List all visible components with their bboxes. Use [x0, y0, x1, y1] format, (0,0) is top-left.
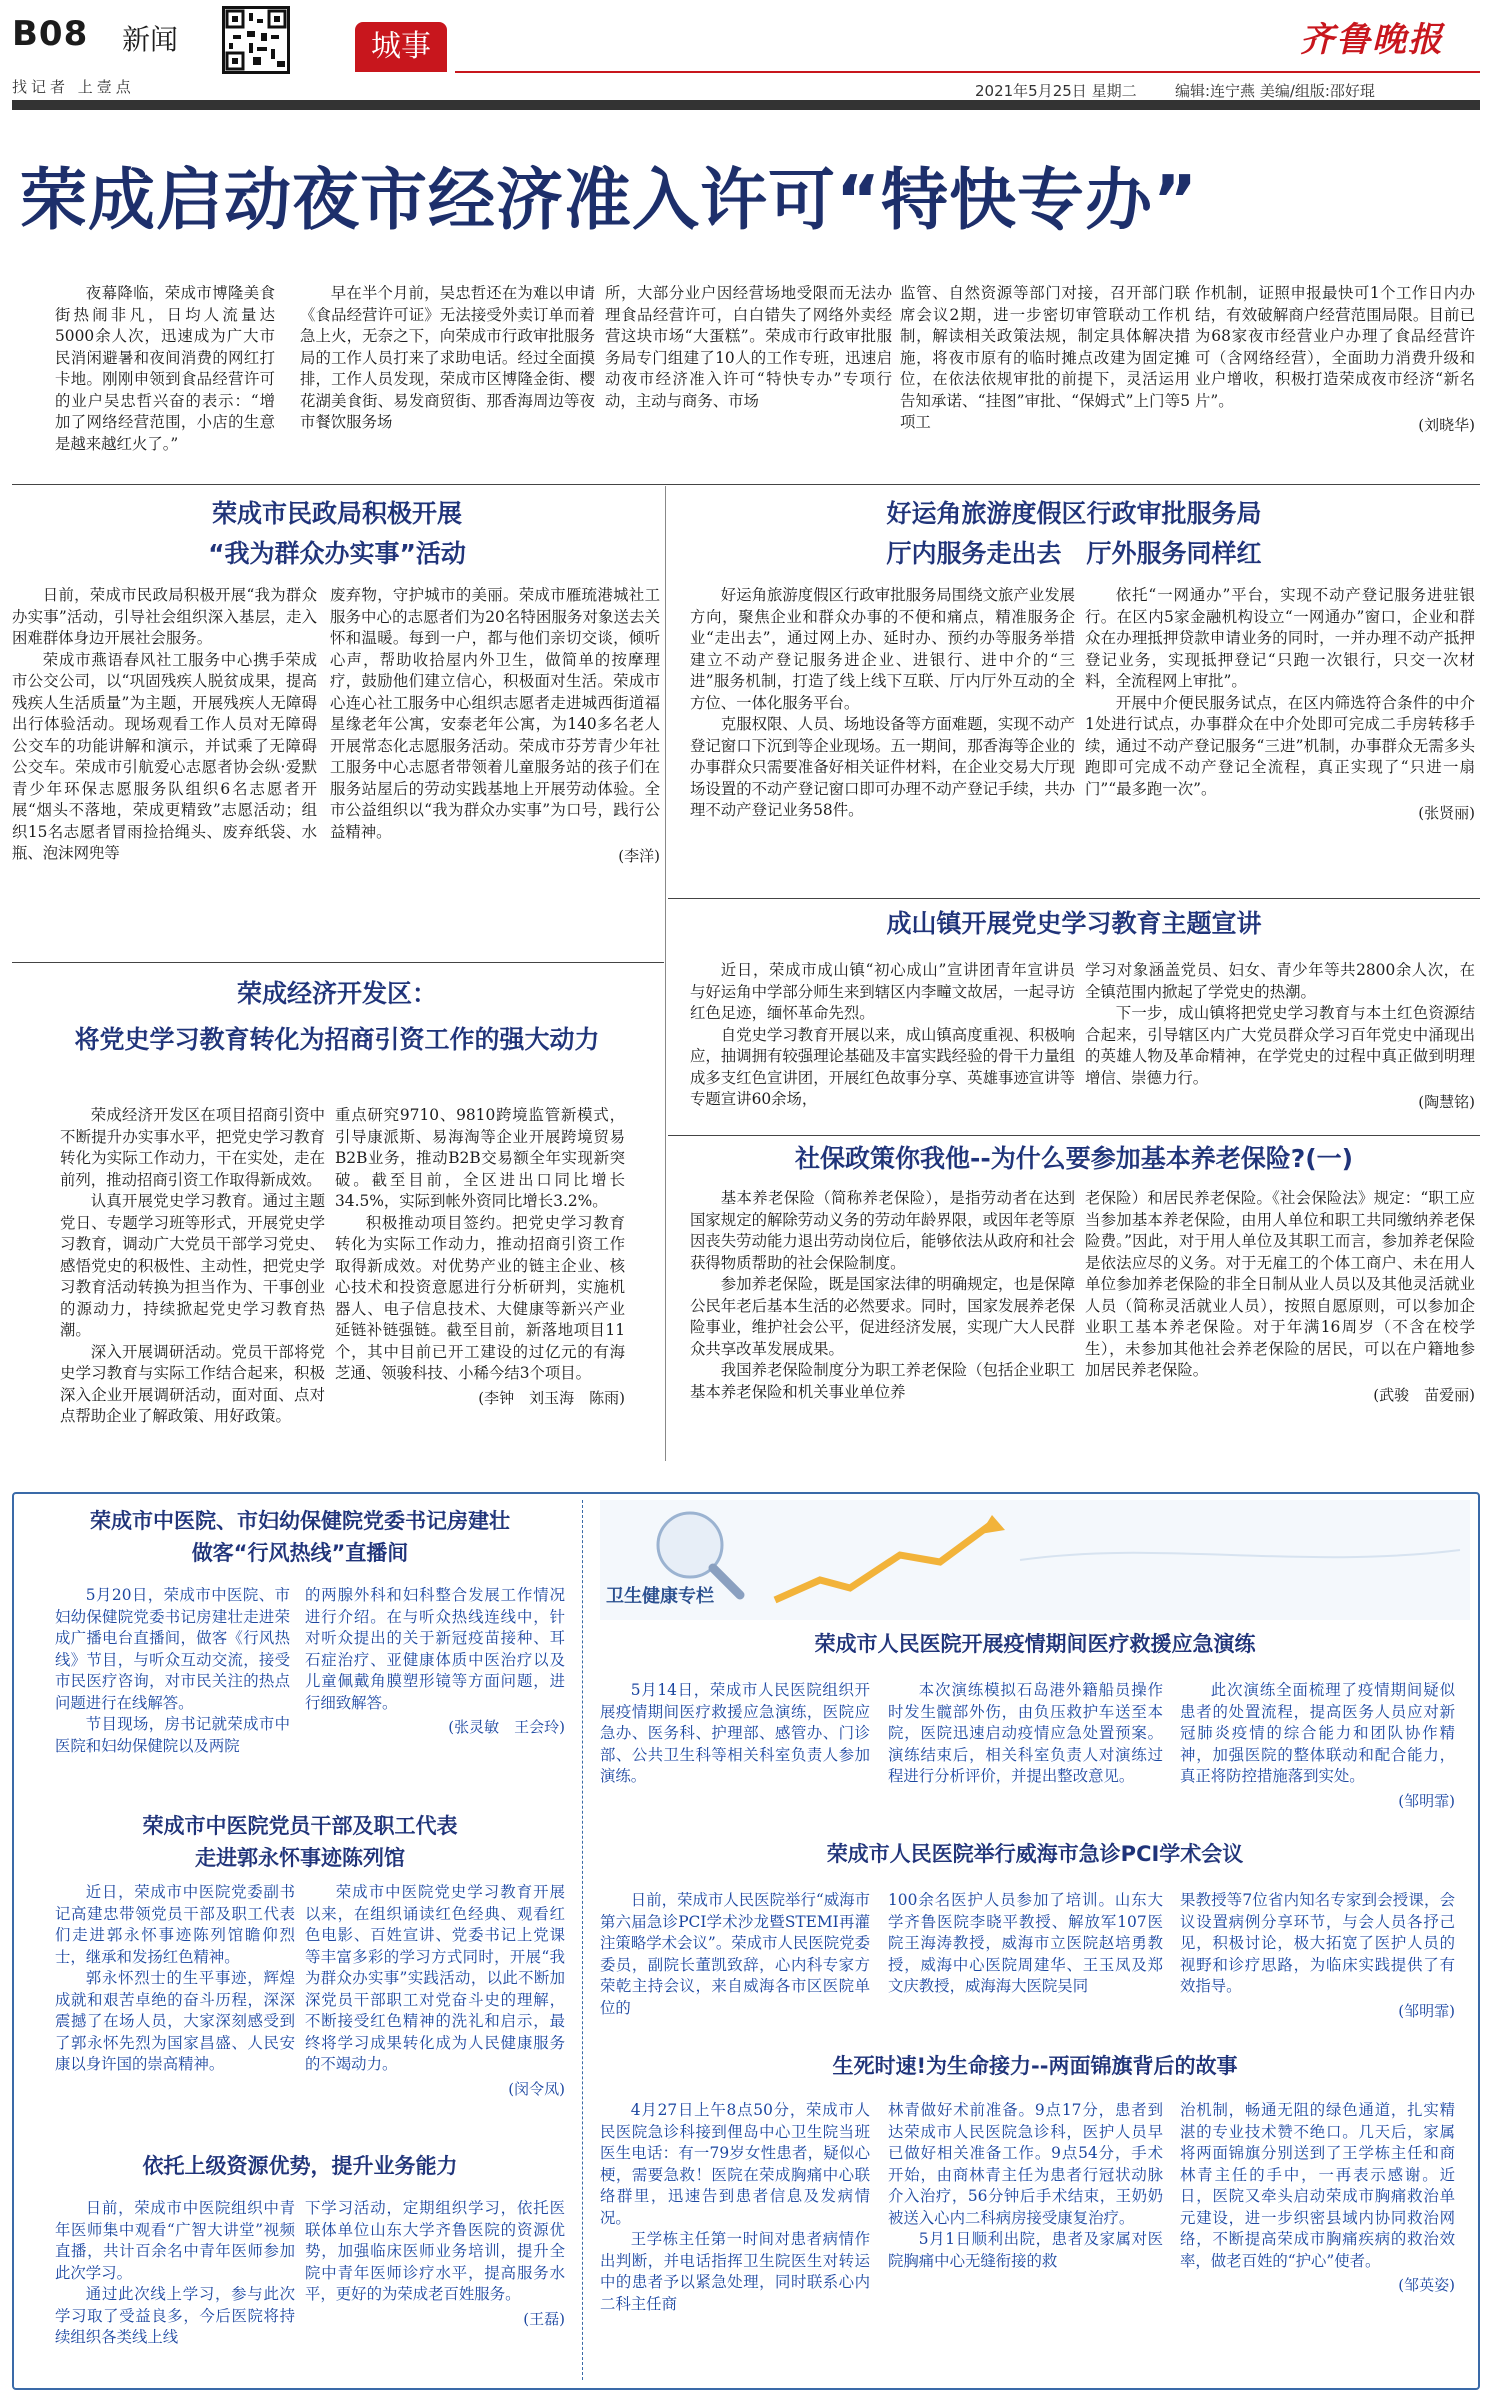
lead-headline: 荣成启动夜市经济准入许可“特快专办” [20, 161, 1199, 239]
article-paragraph: 近日，荣成市中医院党委副书记高建忠带领党员干部及职工代表们走进郭永怀事迹陈列馆瞻仰烈士，继承和发扬红色精神。 [55, 1883, 295, 1966]
article-paragraph: 通过此次线上学习，参与此次学习取了受益良多，今后医院将持续组织各类线上线 [55, 2285, 295, 2346]
article-paragraph: 日前，荣成市民政局积极开展“我为群众办实事”活动，引导社会组织深入基层，走入困难群体身边开展社会服务。 [12, 586, 317, 647]
byline: (张贤丽) [1418, 804, 1475, 822]
article-headline: 荣成市人民医院开展疫情期间医疗救援应急演练 [814, 1632, 1256, 1656]
article-headline: 荣成市中医院、市妇幼保健院党委书记房建壮 [90, 1509, 510, 1533]
divider [12, 962, 664, 963]
divider [12, 484, 1480, 485]
masthead-rule [455, 71, 1480, 73]
article-paragraph: 5月20日，荣成市中医院、市妇幼保健院党委书记房建壮走进荣成广播电台直播间，做客《行风热线》节目，与听众互动交流，接受市民医疗咨询，对市民关注的热点问题进行在线解答。 [55, 1586, 290, 1712]
health-column-banner [600, 1500, 1470, 1620]
article-headline: 将党史学习教育转化为招商引资工作的强大动力 [74, 1025, 600, 1054]
byline: (邹英姿) [1398, 2276, 1455, 2294]
lead-paragraph: 监管、自然资源等部门对接，召开部门联席会议2期，进一步密切审管联动工作机制，解读相关政策法规，制定具体解决措施，将夜市原有的临时摊点改建为固定摊位，在依法依规审批的前提下，灵活运用告知承诺、“挂图”审批、“保姆式”上门等5项工 [900, 284, 1190, 431]
slogan: 找记者 上壹点 [12, 78, 135, 96]
byline: (闵令凤) [508, 2079, 565, 2098]
brand-logo: 齐鲁晚报 [1300, 20, 1444, 60]
article-paragraph: 学习对象涵盖党员、妇女、青少年等共2800余人次，在全镇范围内掀起了学党史的热潮。 [1085, 961, 1475, 1001]
byline: (李钟 刘玉海 陈雨) [478, 1388, 625, 1407]
article-paragraph: 基本养老保险（简称养老保险），是指劳动者在达到国家规定的解除劳动义务的劳动年龄界限，或因年老等原因丧失劳动能力退出劳动岗位后，能够依法从政府和社会获得物质帮助的社会保险制度。 [690, 1189, 1075, 1272]
date-line: 2021年5月25日 星期二 [975, 82, 1137, 100]
article-paragraph: 自党史学习教育开展以来，成山镇高度重视、积极响应，抽调拥有较强理论基础及丰富实践经验的骨干力量组成多支红色宣讲团，开展红色故事分享、英雄事迹宣讲等专题宣讲60余场， [690, 1025, 1075, 1108]
article-paragraph: 参加养老保险，既是国家法律的明确规定，也是保障公民年老后基本生活的必然要求。同时，国家发展养老保险事业，维护社会公平，促进经济发展，实现广大人民群众共享改革发展成果。 [690, 1275, 1075, 1358]
byline: (邹明霏) [1398, 2001, 1455, 2020]
article-paragraph: 老保险）和居民养老保险。《社会保险法》规定：“职工应当参加基本养老保险，由用人单位和职工共同缴纳养老保险费。”因此，对于用人单位及其职工而言，参加养老保险是依法应尽的义务。对于无雇工的个体工商户、未在用人单位参加养老保险的非全日制从业人员以及其他灵活就业人员（简称灵活就业人员），按照自愿原则，可以参加企业职工基本养老保险。对于年满16周岁（不含在校学生），未参加其他社会养老保险的居民，可以在户籍地参加居民养老保险。 [1085, 1189, 1475, 1379]
article-paragraph: 下一步，成山镇将把党史学习教育与本土红色资源结合起来，引导辖区内广大党员群众学习百年党史中涌现出的英雄人物及革命精神，在学党史的过程中真正做到明理增信、崇德力行。 [1085, 1004, 1475, 1087]
article-headline: 成山镇开展党史学习教育主题宣讲 [886, 909, 1262, 938]
article-paragraph: 4月27日上午8点50分，荣成市人民医院急诊科接到俚岛中心卫生院当班医生电话：有一79岁女性患者，疑似心梗，需要急救！医院在荣成胸痛中心联络群里，迅速告到患者信息及发病情况。 [600, 2101, 870, 2227]
article-paragraph: 此次演练全面梳理了疫情期间疑似患者的处置流程，提高医务人员应对新冠肺炎疫情的综合能力和团队协作精神，加强医院的整体联动和配合能力，真正将防控措施落到实处。 [1180, 1681, 1455, 1785]
article-paragraph: 本次演练模拟石岛港外籍船员操作时发生髋部外伤，由负压救护车送至本院，医院迅速启动疫情应急处置预案。演练结束后，相关科室负责人对演练过程进行分析评价，并提出整改意见。 [888, 1681, 1163, 1785]
article-paragraph: 开展中介便民服务试点，在区内筛选符合条件的中介1处进行试点，办事群众在中介处即可完成二手房转移手续，通过不动产登记服务“三进”机制，办事群众无需多头跑即可完成不动产登记全流程，真正实现了“只进一扇门”“最多跑一次”。 [1085, 693, 1475, 798]
article-paragraph: 日前，荣成市中医院组织中青年医师集中观看“广智大讲堂”视频直播，共计百余名中青年医师参加此次学习。 [55, 2199, 295, 2282]
qr-code-icon [222, 6, 290, 74]
growth-arrow-icon [600, 1500, 1470, 1620]
article-headline: 依托上级资源优势，提升业务能力 [142, 2154, 458, 2178]
article-paragraph: 近日，荣成市成山镇“初心成山”宣讲团青年宣讲员与好运角中学部分师生来到辖区内李疃文故居，一起寻访红色足迹，缅怀革命先烈。 [690, 961, 1075, 1022]
byline: (王磊) [523, 2309, 565, 2328]
byline: (刘晓华) [1418, 416, 1475, 434]
article-paragraph: 100余名医护人员参加了培训。山东大学齐鲁医院李晓平教授、解放军107医院王海涛教授，威海市立医院赵培勇教授，威海中心医院周建华、王玉凤及郑文庆教授，威海海大医院吴同 [888, 1891, 1163, 1995]
article-paragraph: 废弃物，守护城市的美丽。荣成市雁琉港城社工服务中心的志愿者们为20名特困服务对象送去关怀和温暖。每到一户，都与他们亲切交谈，倾听心声，帮助收拾屋内外卫生，做简单的按摩理疗，鼓励他们建立信心，积极面对生活。荣成市心连心社工服务中心组织志愿者走进城西街道福星缘老年公寓，安泰老年公寓，为140多名老人开展常态化志愿服务活动。荣成市芬芳青少年社工服务中心志愿者带领着儿童服务站的孩子们在服务站屋后的劳动实践基地上开展劳动体验。全市公益组织以“我为群众办实事”为口号，践行公益精神。 [330, 586, 660, 841]
article-headline: “我为群众办实事”活动 [208, 539, 466, 568]
article-paragraph: 我国养老保险制度分为职工养老保险（包括企业职工基本养老保险和机关事业单位养 [690, 1361, 1075, 1401]
lead-paragraph: 夜幕降临，荣成市博隆美食街热闹非凡，日均人流量达5000余人次，迅速成为广大市民消闲避暑和夜间消费的网红打卡地。刚刚申领到食品经营许可的业户吴忠哲兴奋的表示：“增加了网络经营范围，小店的生意是越来越红火了。” [55, 284, 275, 453]
section-tab: 城事 [355, 22, 447, 72]
section-name: 新闻 [122, 23, 179, 56]
divider [668, 898, 1480, 899]
article-paragraph: 5月1日顺利出院，患者及家属对医院胸痛中心无缝衔接的救 [888, 2230, 1163, 2270]
article-headline: 荣成经济开发区： [236, 979, 437, 1008]
article-headline: 走进郭永怀事迹陈列馆 [195, 1846, 405, 1870]
divider [665, 486, 666, 1461]
article-headline: 荣成市中医院党员干部及职工代表 [142, 1814, 458, 1838]
health-column-title: 卫生健康专栏 [606, 1586, 714, 1607]
lead-paragraph: 所，大部分业户因经营场地受限而无法办理食品经营许可，白白错失了网络外卖经营这块市场“大蛋糕”。荣成市行政审批服务局专门组建了10人的工作专班，迅速启动夜市经济准入许可“特快专办”专项行动，主动与商务、市场 [605, 284, 892, 410]
byline: (陶慧铭) [1418, 1093, 1475, 1111]
article-headline: 生死时速!为生命接力--两面锦旗背后的故事 [832, 2054, 1238, 2078]
divider [668, 1135, 1480, 1136]
byline: (邹明霏) [1398, 1791, 1455, 1810]
article-paragraph: 克服权限、人员、场地设备等方面难题，实现不动产登记窗口下沉到等企业现场。五一期间，那香海等企业的办事群众只需要准备好相关证件材料，在企业交易大厅现场设置的不动产登记窗口即可办理不动产登记手续，共办理不动产登记业务58件。 [690, 715, 1075, 819]
article-paragraph: 治机制，畅通无阻的绿色通道，扎实精湛的专业技术赞不绝口。几天后，家属将两面锦旗分别送到了王学栋主任和商林青主任的手中，一再表示感谢。近日，医院又牵头启动荣成市胸痛救治单元建设，进一步织密县域内协同救治网络，不断提高荣成市胸痛疾病的救治效率，做老百姓的“护心”使者。 [1180, 2101, 1455, 2270]
byline: (张灵敏 王会玲) [448, 1718, 565, 1736]
article-paragraph: 荣成市中医院党史学习教育开展以来，在组织诵读红色经典、观看红色电影、百姓宣讲、党委书记上党课等丰富多彩的学习方式同时，开展“我为群众办实事”实践活动，以此不断加深党员干部职工对党奋斗史的理解，不断接受红色精神的洗礼和启示，最终将学习成果转化成为人民健康服务的不竭动力。 [305, 1883, 565, 2073]
article-paragraph: 下学习活动，定期组织学习，依托医联体单位山东大学齐鲁医院的资源优势，加强临床医师业务培训，提升全院中青年医师诊疗水平，提高服务水平，更好的为荣成老百姓服务。 [305, 2199, 565, 2303]
byline: (李洋) [618, 847, 660, 865]
lead-paragraph: 作机制，证照申报最快可1个工作日内办结，有效破解商户经营范围局限。目前已为68家夜市经营业户办理了食品经营许可（含网络经营），全面助力消费升级和业户增收，积极打造荣成夜市经济“新名片”。 [1195, 284, 1475, 410]
article-paragraph: 5月14日，荣成市人民医院组织开展疫情期间医疗救援应急演练，医院应急办、医务科、护理部、感管办、门诊部、公共卫生科等相关科室负责人参加演练。 [600, 1681, 870, 1785]
divider [582, 1500, 583, 2380]
article-paragraph: 好运角旅游度假区行政审批服务局围绕文旅产业发展方向，聚焦企业和群众办事的不便和痛点，精准服务企业“走出去”，通过网上办、延时办、预约办等服务举措建立不动产登记服务进企业、进银行、进中介的“三进”服务机制，打造了线上线下互联、厅内厅外互动的全方位、一体化服务平台。 [690, 586, 1075, 712]
article-paragraph: 林青做好术前准备。9点17分，患者到达荣成市人民医院急诊科，医护人员早已做好相关准备工作。9点54分，手术开始，由商林青主任为患者行冠状动脉介入治疗，56分钟后手术结束，王奶奶被送入心内二科病房接受康复治疗。 [888, 2101, 1163, 2227]
article-headline: 好运角旅游度假区行政审批服务局 [886, 499, 1262, 528]
page-number: B08 [12, 14, 89, 54]
article-paragraph: 深入开展调研活动。党员干部将党史学习教育与实际工作结合起来，积极深入企业开展调研活动，面对面、点对点帮助企业了解政策、用好政策。 [60, 1342, 325, 1425]
article-headline: 社保政策你我他--为什么要参加基本养老保险?(一) [794, 1144, 1354, 1173]
article-paragraph: 郭永怀烈士的生平事迹，辉煌成就和艰苦卓绝的奋斗历程，深深震撼了在场人员，大家深刻感受到了郭永怀先烈为国家昌盛、人民安康以身许国的崇高精神。 [55, 1969, 295, 2073]
article-headline: 荣成市人民医院举行威海市急诊PCI学术会议 [826, 1842, 1244, 1866]
article-paragraph: 重点研究9710、9810跨境监管新模式，引导康派斯、易海淘等企业开展跨境贸易B2B业务，推动B2B交易额全年实现新突破。截至目前，全区进出口同比增长34.5%，实际到帐外资同比增长3.2%。 [335, 1106, 625, 1210]
article-paragraph: 依托“一网通办”平台，实现不动产登记服务进驻银行。在区内5家金融机构设立“一网通办”窗口，企业和群众在办理抵押贷款申请业务的同时，一并办理不动产抵押登记业务，实现抵押登记“只跑一次银行，只交一次材料，全流程网上审批”。 [1085, 586, 1475, 690]
article-paragraph: 荣成经济开发区在项目招商引资中不断提升办实事水平，把党史学习教育转化为实际工作动力，干在实处，走在前列，推动招商引资工作取得新成效。 [60, 1106, 325, 1189]
lead-paragraph: 早在半个月前，吴忠哲还在为难以申请《食品经营许可证》无法接受外卖订单而着急上火，无奈之下，向荣成市行政审批服务局的工作人员打来了求助电话。经过全面摸排，工作人员发现，荣成市区博隆金街、樱花湖美食街、易发商贸街、那香海周边等夜市餐饮服务场 [300, 284, 595, 431]
article-paragraph: 的两腺外科和妇科整合发展工作情况进行介绍。在与听众热线连线中，针对听众提出的关于新冠疫苗接种、耳石症治疗、亚健康体质中医治疗以及儿童佩戴角膜塑形镜等方面问题，进行细致解答。 [305, 1586, 565, 1712]
editors-line: 编辑:连宁燕 美编/组版:邵好琨 [1175, 82, 1375, 100]
article-paragraph: 节目现场，房书记就荣成市中医院和妇幼保健院以及两院 [55, 1715, 290, 1755]
article-headline: 厅内服务走出去 厅外服务同样红 [886, 539, 1262, 568]
masthead-bottom-rule [12, 100, 1480, 110]
article-paragraph: 荣成市燕语春风社工服务中心携手荣成市公交公司，以“巩固残疾人脱贫成果，提高残疾人生活质量”为主题，开展残疾人无障碍出行体验活动。现场观看工作人员对无障碍公交车的功能讲解和演示，并试乘了无障碍公交车。荣成市引航爱心志愿者协会纵·爱默青少年环保志愿服务队组织6名志愿者开展“烟头不落地，荣成更精致”志愿活动；组织15名志愿者冒雨捡拾绳头、废弃纸袋、水瓶、泡沫网兜等 [12, 650, 317, 862]
article-headline: 做客“行风热线”直播间 [191, 1541, 409, 1565]
article-paragraph: 认真开展党史学习教育。通过主题党日、专题学习班等形式，开展党史学习教育，调动广大党员干部学习党史、感悟党史的积极性、主动性，把党史学习教育活动转换为担当作为、干事创业的源动力，持续掀起党史学习教育热潮。 [60, 1192, 325, 1339]
article-paragraph: 果教授等7位省内知名专家到会授课，会议设置病例分享环节，与会人员各抒己见，积极讨论，极大拓宽了医护人员的视野和诊疗思路，为临床实践提供了有效指导。 [1180, 1891, 1455, 1995]
article-headline: 荣成市民政局积极开展 [211, 499, 462, 528]
article-paragraph: 王学栋主任第一时间对患者病情作出判断，并电话指挥卫生院医生对转运中的患者予以紧急处理，同时联系心内二科主任商 [600, 2230, 870, 2313]
byline: (武骏 苗爱丽) [1373, 1385, 1475, 1404]
article-paragraph: 积极推动项目签约。把党史学习教育转化为实际工作动力，推动招商引资工作取得新成效。对优势产业的链主企业、核心技术和投资意愿进行分析研判，实施机器人、电子信息技术、大健康等新兴产业延链补链强链。截至目前，新落地项目11个，其中目前已开工建设的过亿元的有海芝通、领骏科技、小稀今结3个项目。 [335, 1213, 625, 1382]
article-paragraph: 日前，荣成市人民医院举行“威海市第六届急诊PCI学术沙龙暨STEMI再灌注策略学术会议”。荣成市人民医院党委委员，副院长董凯致辞，心内科专家方荣乾主持会议，来自威海各市区医院单位的 [600, 1891, 870, 2017]
